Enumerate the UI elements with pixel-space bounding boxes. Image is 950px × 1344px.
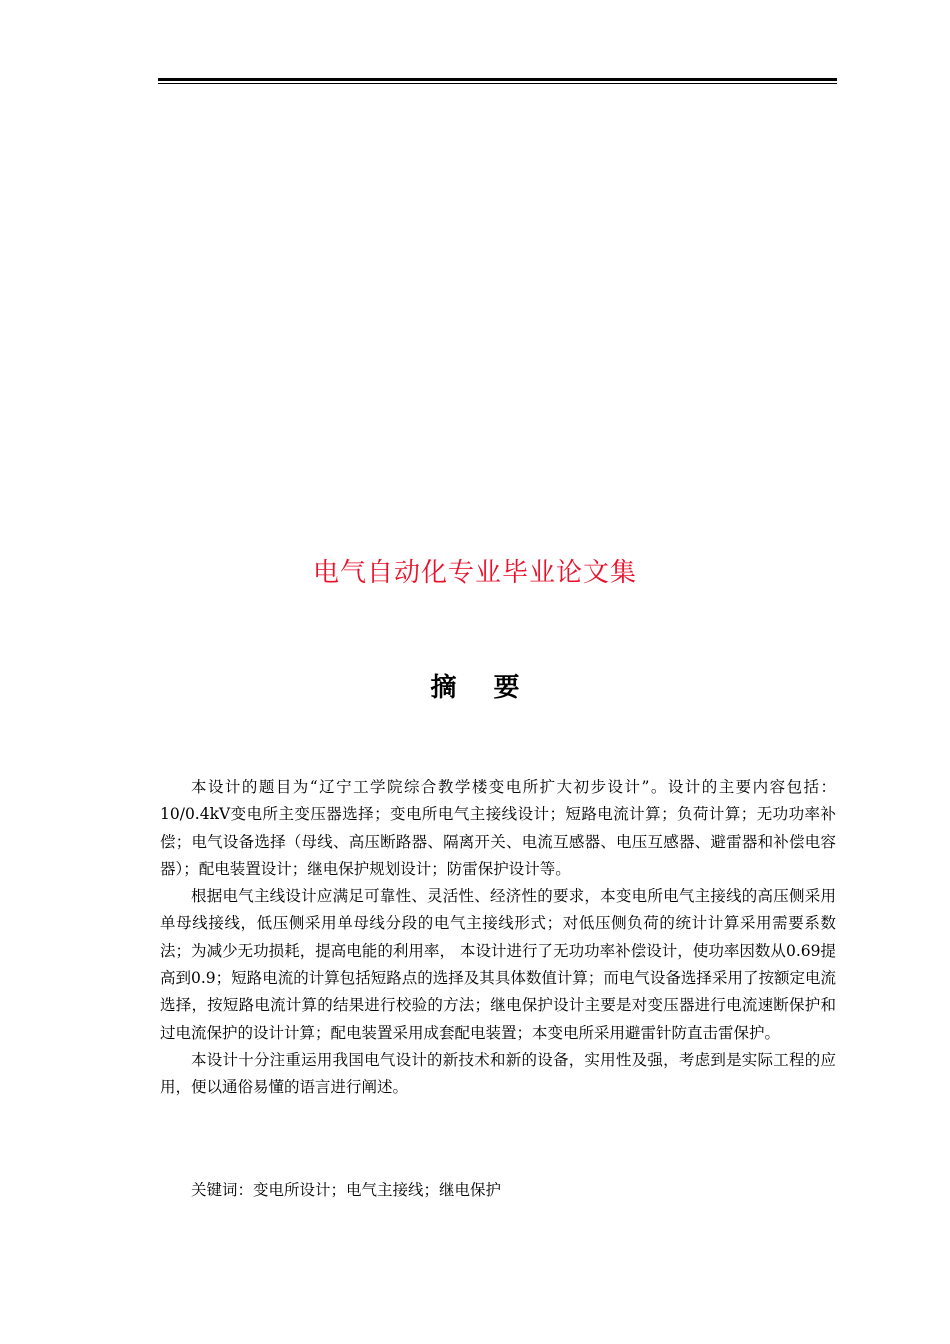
abstract-body	[160, 774, 836, 1102]
abstract-paragraph-3: 本设计十分注重运用我国电气设计的新技术和新的设备，实用性及强，考虑到是实际工程的应用，便以通俗易懂的语言进行阐述。	[160, 1050, 836, 1097]
abstract-heading: 摘 要	[430, 673, 534, 703]
header-rule-thick	[158, 78, 837, 81]
collection-title: 电气自动化专业毕业论文集	[312, 558, 637, 588]
abstract-paragraph-1: 本设计的题目为“辽宁工学院综合教学楼变电所扩大初步设计”。设计的主要内容包括：10/0.4kV变电所主变压器选择；变电所电气主接线设计；短路电流计算；负荷计算；无功功率补偿；电气设备选择（母线、高压断路器、隔离开关、电流互感器、电压互感器、避雷器和补偿电容器）；配电装置设计；继电保护规划设计；防雷保护设计等。	[160, 778, 836, 878]
keywords-line: 关键词：变电所设计；电气主接线；继电保护	[191, 1181, 502, 1199]
header-rule-thin	[158, 83, 837, 84]
abstract-paragraph-2: 根据电气主线设计应满足可靠性、灵活性、经济性的要求，本变电所电气主接线的高压侧采用单母线接线，低压侧采用单母线分段的电气主接线形式；对低压侧负荷的统计计算采用需要系数法；为减少无功损耗，提高电能的利用率， 本设计进行了无功功率补偿设计，使功率因数从0.69提高到0.9；短路电流的计算包括短路点的选择及其具体数值计算；而电气设备选择采用了按额定电流选择，按短路电流计算的结果进行校验的方法；继电保护设计主要是对变压器进行电流速断保护和过电流保护的设计计算；配电装置采用成套配电装置；本变电所采用避雷针防直击雷保护。	[160, 887, 836, 1042]
